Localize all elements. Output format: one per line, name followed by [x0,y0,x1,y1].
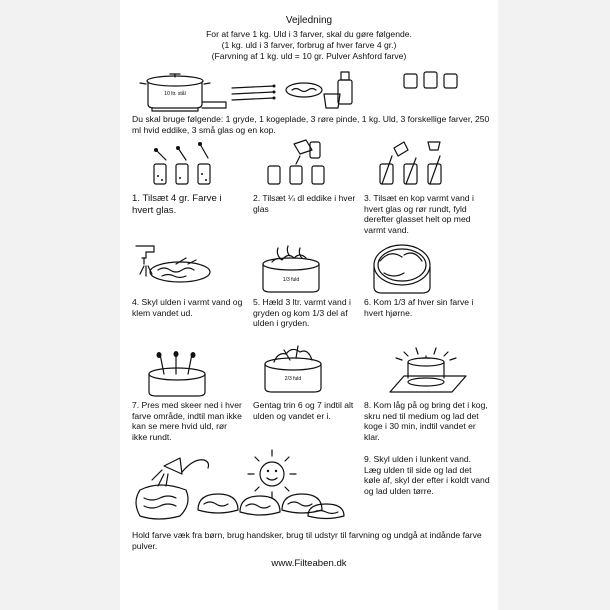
glasses-illustration [404,72,457,88]
step-3-text: 3. Tilsæt en kop varmt vand i hvert glas og rør rundt, fyld derefter glasset helt op med varmt vand. [364,193,474,235]
step-9-text: 9. Skyl ulden i lunkent vand. Læg ulden til side og lad det køle af, skyl der efter i koldt vand og lad ulden tørre. [364,454,490,496]
step-5-pot-label: 1/3 fuld [282,277,300,283]
step-5-text: 5. Hæld 3 ltr. varmt vand i gryden og kom 1/3 del af ulden i gryden. [253,297,351,329]
intro-line-2: (1 kg. uld i 3 farver, forbrug af hver farve 4 gr.) [221,40,397,50]
step-8-illustration [382,348,468,394]
materials-text: Du skal bruge følgende: 1 gryde, 1 kogeplade, 3 røre pinde, 1 kg. Uld, 3 forskellige farver, 250 ml hvid eddike, 3 små glas og en kop. [132,114,490,135]
step-3-illustration [378,136,450,188]
intro-line-1: For at farve 1 kg. Uld i 3 farver, skal du gøre følgende. [206,29,412,39]
step-1-text: 1. Tilsæt 4 gr. Farve i hvert glas. [132,193,222,216]
intro-line-3: (Farvning af 1 kg. uld = 10 gr. Pulver Ashford farve) [211,51,407,61]
repeat-step-illustration [260,344,326,396]
step-2-text: 2. Tilsæt ¼ dl eddike i hver glas [253,193,356,214]
page-title: Vejledning [285,15,333,26]
step-6-illustration [370,243,434,295]
step-8-text: 8. Kom låg på og bring det i kog, skru ned til medium og lad det koge i 30 min, indtil vandet er klar. [364,400,488,442]
step-4-illustration [132,240,218,286]
repeat-pot-label: 2/3 fuld [284,376,302,382]
wool-illustration [286,83,322,97]
step-4-text: 4. Skyl ulden i varmt vand og klem vandet ud. [132,297,243,318]
materials-illustration [142,64,482,112]
step-6-text: 6. Kom 1/3 af hver sin farve i hvert hjørne. [364,297,474,318]
wool-piles [198,494,344,519]
step-7-text: 7. Pres med skeer ned i hver farve område, indtil man ikke kan se mere hvid uld, rør ikke rundt. [132,400,242,442]
step-7-illustration [144,352,210,398]
repeat-step-text: Gentag trin 6 og 7 indtil alt ulden og vandet er i. [253,400,354,421]
vinegar-bottle-illustration [338,72,352,104]
website-link[interactable]: www.Filteaben.dk [271,558,347,569]
stirring-sticks-illustration [232,85,276,101]
instruction-sheet [120,0,498,610]
drying-illustration [130,446,356,528]
step-5-illustration [258,244,324,294]
pot-label: 10 ltr. stål [164,91,186,97]
step-1-illustration [150,140,214,188]
step-2-illustration [266,136,332,188]
safety-warning: Hold farve væk fra børn, brug handsker, brug til udstyr til farvning og undgå at indånde farve pulver. [132,530,482,551]
